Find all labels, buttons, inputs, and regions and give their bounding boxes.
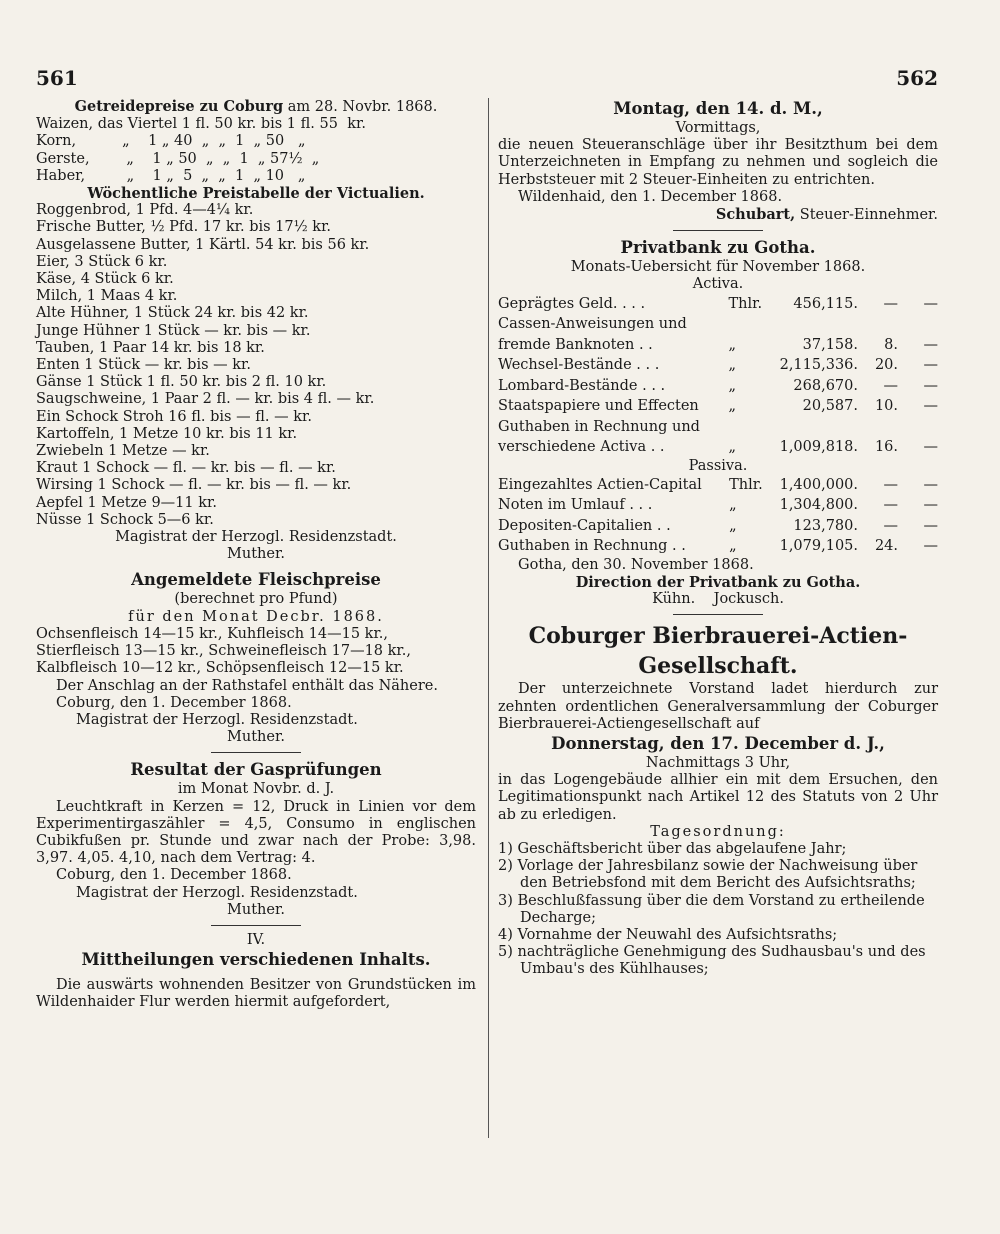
bank-cell-cur: „ [728,377,737,394]
victual-price-row: Milch, 1 Maas 4 kr. [36,288,178,305]
victual-price-row: Tauben, 1 Paar 14 kr. bis 18 kr. [36,339,265,356]
bank-cell-pf [898,314,938,335]
bank-cell-pf: — [923,497,938,514]
victual-price-row: Käse, 4 Stück 6 kr. [36,271,174,288]
victual-price-row: Nüsse 1 Schock 5—6 kr. [36,511,214,528]
victuals-title: Wöchentliche Preistabelle der Victualien. [87,185,425,203]
bank-cell-ct: — [883,497,898,514]
bank-cell-amt: 1,079,105. [779,538,858,555]
bank-cell-label: Wechsel-Bestände . . . [498,357,660,374]
gas-test-date: Coburg, den 1. December 1868. [56,867,292,884]
page-number-left: 561 [36,66,78,90]
bank-activa-row [498,314,938,335]
bank-cell-label: Cassen-Anweisungen und [498,316,687,333]
bank-cell-ct [858,314,898,335]
bank-activa-row [498,335,938,356]
bank-cell-pf: — [923,517,938,534]
tax-notice-subheading: Vormittags, [675,120,761,136]
bank-cell-ct: — [883,377,898,394]
separator-rule [673,230,763,231]
gas-test-subtitle: im Monat Novbr. d. J. [177,781,335,798]
left-column [36,98,476,1012]
bank-cell-label: Staatspapiere und Effecten [498,398,699,415]
meat-prices-title: Angemeldete Fleischpreise [131,570,381,590]
bank-cell-amt: 456,115. [793,295,858,312]
bank-activa-row [498,437,938,458]
gas-test-title: Resultat der Gasprüfungen [130,760,382,780]
bank-activa-row [498,376,938,397]
agenda-title: Tagesordnung: [650,823,786,840]
victual-price-row: Saugschweine, 1 Paar 2 fl. — kr. bis 4 fl. — kr. [36,391,375,408]
meat-price-line: Kalbfleisch 10—12 kr., Schöpsenfleisch 12—15 kr. [36,660,404,677]
brewery-body: Der unterzeichnete Vorstand ladet hierdurch zur zehnten ordentlichen Generalversammlung der Coburger Bierbrauerei-Actiengesellschaft auf [498,681,938,732]
victual-price-row: Frische Butter, ½ Pfd. 17 kr. bis 17½ kr. [36,219,332,236]
victuals-list [36,202,476,529]
bank-cell-ct: — [883,295,898,312]
victual-price-row: Junge Hühner 1 Stück — kr. bis — kr. [36,322,311,339]
bank-title: Privatbank zu Gotha. [620,238,816,258]
bank-cell-cur: „ [729,497,737,514]
victual-price-row: Eier, 3 Stück 6 kr. [36,253,168,270]
bank-cell-amt: 123,780. [793,517,858,534]
bank-activa-row [498,417,938,438]
bank-signers: Kühn. Jockusch. [652,591,784,608]
section-title: Mittheilungen verschiedenen Inhalts. [81,950,431,970]
brewery-body-continued: in das Logengebäude allhier ein mit dem Ersuchen, den Legitimationspunkt nach Artikel 12 des Statuts von 2 Uhr ab zu erledigen. [498,772,938,823]
bank-cell-pf: — [923,377,938,394]
brewery-meeting-time: Nachmittags 3 Uhr, [645,755,791,772]
agenda-item: 1) Geschäftsbericht über das abgelaufene Jahr; [498,841,847,858]
bank-cell-pf: — [923,398,938,415]
victual-price-row: Kartoffeln, 1 Metze 10 kr. bis 11 kr. [36,425,298,442]
section-body: Die auswärts wohnenden Besitzer von Grundstücken im Wildenhaider Flur werden hiermit aufgefordert, [36,977,476,1011]
bank-cell-ct: — [883,517,898,534]
meat-prices-signature-name: Muther. [227,729,285,746]
bank-cell-amt: 20,587. [802,398,858,415]
bank-date: Gotha, den 30. November 1868. [518,556,754,573]
bank-subtitle: Monats-Uebersicht für November 1868. [570,259,866,276]
bank-activa-heading: Activa. [692,276,744,293]
victual-price-row: Ein Schock Stroh 16 fl. bis — fl. — kr. [36,408,312,425]
bank-cell-cur: „ [728,357,737,374]
bank-cell-amt: 37,158. [802,336,858,353]
meat-price-line: Ochsenfleisch 14—15 kr., Kuhfleisch 14—15 kr., [36,625,389,642]
victual-price-row: Wirsing 1 Schock — fl. — kr. bis — fl. — kr. [36,477,352,494]
grain-prices-list [36,116,476,185]
gas-test-signature-name: Muther. [227,901,285,918]
tax-collector-role: Steuer-Einnehmer. [799,207,938,224]
bank-cell-cur: „ [729,538,737,555]
bank-cell-label: Lombard-Bestände . . . [498,377,666,394]
victual-price-row: Kraut 1 Schock — fl. — kr. bis — fl. — kr. [36,460,336,477]
grain-price-row: Gerste, „ 1 „ 50 „ „ 1 „ 57½ „ [36,150,320,167]
bank-cell-pf: — [923,336,938,353]
bank-cell-ct: 16. [874,439,898,456]
section-numeral: IV. [246,931,266,948]
bank-cell-ct: — [883,476,898,493]
victual-price-row: Enten 1 Stück — kr. bis — kr. [36,357,251,374]
bank-passiva-table [498,475,938,557]
bank-cell-pf: — [923,357,938,374]
bank-activa-row [498,355,938,376]
bank-passiva-row [498,475,938,496]
meat-prices-list [36,626,476,678]
victuals-signature-name: Muther. [227,546,285,563]
bank-activa-row [498,396,938,417]
bank-cell-cur: „ [728,336,737,353]
bank-cell-ct: 10. [874,398,898,415]
meat-prices-month: für den Monat Decbr. 1868. [128,608,384,625]
page-number-right: 562 [896,66,938,90]
agenda-item: 2) Vorlage der Jahresbilanz sowie der Nachweisung über den Betriebsfond mit dem Bericht des Aufsichtsraths; [498,858,918,892]
bank-passiva-row [498,495,938,516]
tax-notice-date: Wildenhaid, den 1. December 1868. [518,188,783,205]
grain-prices-title: Getreidepreise zu Coburg [74,98,284,115]
bank-cell-label: Geprägtes Geld. . . . [498,295,646,312]
bank-cell-label: Guthaben in Rechnung . . [498,538,686,555]
tax-collector-name: Schubart, [715,206,796,224]
grain-prices-date: am 28. Novbr. 1868. [287,99,438,115]
agenda-item: 3) Beschlußfassung über die dem Vorstand zu ertheilende Decharge; [498,892,925,926]
separator-rule [211,925,301,926]
brewery-title-line1: Coburger Bierbrauerei-Actien- [528,623,908,650]
bank-cell-cur: „ [729,517,737,534]
bank-direction: Direction der Privatbank zu Gotha. [575,574,861,592]
bank-passiva-heading: Passiva. [688,457,748,474]
bank-cell-amt: 1,009,818. [779,439,858,456]
victual-price-row: Roggenbrod, 1 Pfd. 4—4¼ kr. [36,202,254,219]
bank-cell-cur [729,417,769,438]
bank-cell-cur: „ [728,439,737,456]
bank-cell-label: Guthaben in Rechnung und [498,418,700,435]
grain-price-row: Haber, „ 1 „ 5 „ „ 1 „ 10 „ [36,167,306,184]
bank-cell-cur: Thlr. [729,476,763,493]
bank-cell-amt [769,314,859,335]
tax-notice-signature [498,206,938,224]
brewery-meeting-date: Donnerstag, den 17. December d. J., [551,734,885,754]
victual-price-row: Gänse 1 Stück 1 fl. 50 kr. bis 2 fl. 10 kr. [36,374,327,391]
agenda-list [498,841,938,979]
bank-cell-cur: Thlr. [728,295,763,312]
victuals-signature-office: Magistrat der Herzogl. Residenzstadt. [115,529,397,546]
bank-cell-amt: 1,304,800. [779,497,858,514]
bank-activa-table [498,294,938,458]
bank-cell-label: Eingezahltes Actien-Capital [498,476,702,493]
brewery-title-line2: Gesellschaft. [638,653,798,680]
bank-cell-amt: 268,670. [793,377,858,394]
gas-test-signature-office: Magistrat der Herzogl. Residenzstadt. [76,884,358,901]
bank-cell-label: fremde Banknoten . . [498,336,653,353]
agenda-item: 4) Vornahme der Neuwahl des Aufsichtsraths; [498,927,838,944]
bank-cell-pf: — [923,538,938,555]
victual-price-row: Zwiebeln 1 Metze — kr. [36,443,210,460]
separator-rule [673,614,763,615]
bank-cell-cur [729,314,769,335]
bank-cell-label: verschiedene Activa . . [498,439,665,456]
bank-cell-ct: 24. [874,538,898,555]
meat-prices-subtitle: (berechnet pro Pfund) [174,591,338,608]
grain-price-row: Waizen, das Viertel 1 fl. 50 kr. bis 1 fl. 55 kr. [36,116,366,133]
bank-cell-amt: 2,115,336. [779,357,858,374]
bank-cell-pf: — [923,439,938,456]
bank-cell-pf: — [923,295,938,312]
bank-cell-ct: 8. [884,336,898,353]
grain-price-row: Korn, „ 1 „ 40 „ „ 1 „ 50 „ [36,133,306,150]
bank-cell-pf: — [923,476,938,493]
meat-prices-date: Coburg, den 1. December 1868. [56,694,292,711]
gas-test-body: Leuchtkraft in Kerzen = 12, Druck in Linien vor dem Experimentirgaszähler = 4,5, Consumo in englischen Cubikfußen pr. Stunde und zwar nach der Probe: 3,98. 3,97. 4,05. 4,10, nach dem Vertrag: 4. [36,798,476,867]
bank-cell-cur: „ [728,398,737,415]
meat-price-line: Stierfleisch 13—15 kr., Schweinefleisch 17—18 kr., [36,643,411,660]
victual-price-row: Alte Hühner, 1 Stück 24 kr. bis 42 kr. [36,305,309,322]
bank-cell-ct: 20. [874,357,898,374]
bank-cell-label: Depositen-Capitalien . . [498,517,671,534]
bank-activa-row [498,294,938,315]
victual-price-row: Aepfel 1 Metze 9—11 kr. [36,494,217,511]
tax-notice-heading: Montag, den 14. d. M., [613,99,823,118]
victual-price-row: Ausgelassene Butter, 1 Kärtl. 54 kr. bis 56 kr. [36,236,370,253]
bank-cell-ct [858,417,898,438]
bank-cell-pf [898,417,938,438]
bank-passiva-row [498,536,938,557]
column-divider [488,98,489,1138]
agenda-item: 5) nachträgliche Genehmigung des Sudhausbau's und des Umbau's des Kühlhauses; [498,944,926,978]
tax-notice-body: die neuen Steueranschläge über ihr Besitzthum bei dem Unterzeichneten in Empfang zu nehmen und sogleich die Herbststeuer mit 2 Steuer-Einheiten zu entrichten. [498,137,938,188]
separator-rule [211,752,301,753]
grain-prices-heading [36,98,476,116]
meat-prices-note: Der Anschlag an der Rathstafel enthält das Nähere. [56,677,438,694]
bank-cell-label: Noten im Umlauf . . . [498,497,653,514]
bank-passiva-row [498,516,938,537]
right-column [498,98,938,979]
bank-cell-amt [769,417,859,438]
bank-cell-amt: 1,400,000. [779,476,858,493]
meat-prices-signature-office: Magistrat der Herzogl. Residenzstadt. [76,711,358,728]
